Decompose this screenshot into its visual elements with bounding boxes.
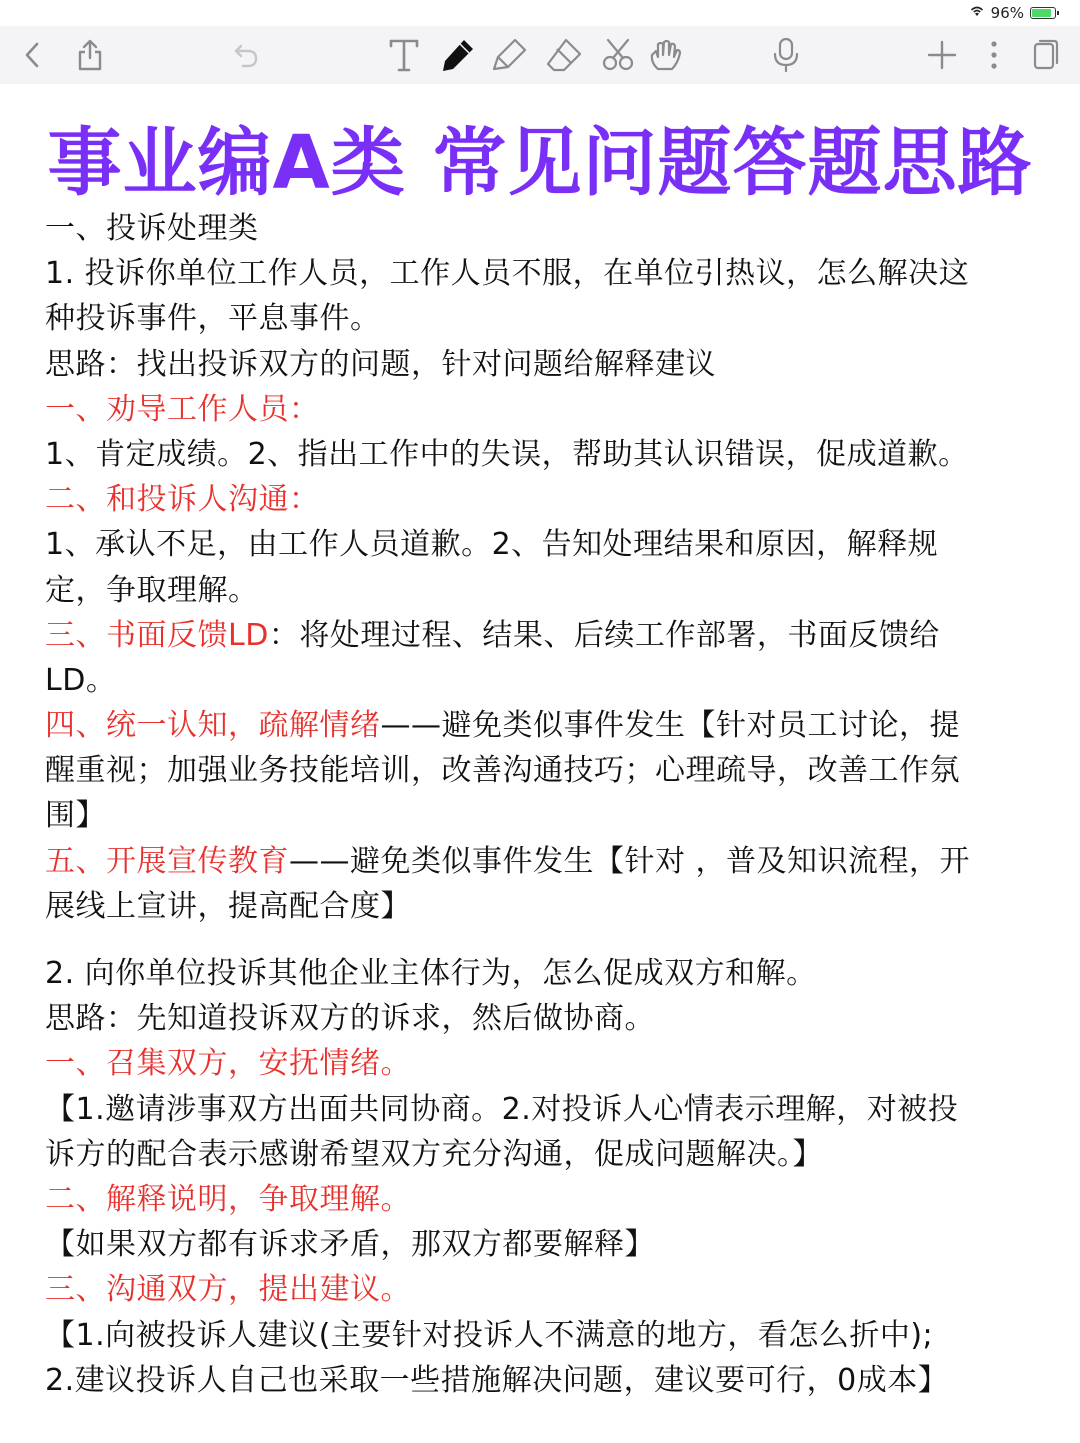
highlighter-icon[interactable] [490, 36, 530, 74]
text-line [45, 884, 1041, 929]
text-line [45, 432, 1041, 477]
line-text: 【如果双方都有诉求矛盾，那双方都要解释】 [45, 1227, 655, 1263]
text-line [45, 477, 1041, 522]
line-text: 【1.向被投诉人建议(主要针对投诉人不满意的地方，看怎么折中); [45, 1317, 934, 1353]
text-line [45, 206, 1041, 251]
hand-icon[interactable] [646, 36, 686, 74]
undo-icon[interactable] [226, 36, 266, 74]
text-line [45, 342, 1041, 387]
text-line [45, 613, 1041, 658]
line-text: LD。 [45, 662, 117, 698]
pages-icon[interactable] [1026, 36, 1066, 74]
highlighted-heading: 四、统一认知，疏解情绪 [45, 708, 381, 744]
text-line [45, 1358, 1041, 1403]
notes-toolbar [0, 26, 1080, 84]
text-line [45, 568, 1041, 613]
line-text: 展线上宣讲，提高配合度】 [45, 888, 411, 924]
text-line [45, 951, 1041, 996]
text-line [45, 1177, 1041, 1222]
text-line [45, 748, 1041, 793]
back-icon[interactable] [12, 36, 52, 74]
highlighted-heading: 五、开展宣传教育 [45, 843, 289, 879]
text-line [45, 996, 1041, 1041]
note-content [45, 206, 1041, 1403]
line-text: 1、肯定成绩。2、指出工作中的失误，帮助其认识错误，促成道歉。 [45, 436, 969, 472]
text-line [45, 1313, 1041, 1358]
text-line [45, 522, 1041, 567]
line-text: 1、承认不足，由工作人员道歉。2、告知处理结果和原因，解释规 [45, 527, 939, 563]
microphone-icon[interactable] [766, 36, 806, 74]
text-line [45, 658, 1041, 703]
line-text: 思路：先知道投诉双方的诉求，然后做协商。 [45, 1001, 655, 1037]
battery-percentage: 96% [990, 4, 1024, 22]
text-line [45, 1041, 1041, 1086]
line-text: 1. 投诉你单位工作人员，工作人员不服，在单位引热议，怎么解决这 [45, 256, 970, 292]
line-text: 种投诉事件，平息事件。 [45, 301, 381, 337]
battery-fill [1032, 9, 1051, 17]
text-line [45, 1087, 1041, 1132]
line-text: 定，争取理解。 [45, 572, 259, 608]
eraser-icon[interactable] [544, 36, 584, 74]
text-line [45, 1132, 1041, 1177]
line-text: 诉方的配合表示感谢希望双方充分沟通，促成问题解决。】 [45, 1136, 823, 1172]
more-icon[interactable] [974, 36, 1014, 74]
highlighted-heading: 一、劝导工作人员： [45, 391, 320, 427]
line-text: 2.建议投诉人自己也采取一些措施解决问题，建议要可行，0成本】 [45, 1362, 949, 1398]
paragraph-gap [45, 929, 1041, 951]
lasso-icon[interactable] [598, 36, 638, 74]
highlighted-heading: 二、解释说明，争取理解。 [45, 1181, 411, 1217]
line-text: 醒重视；加强业务技能培训，改善沟通技巧；心理疏导，改善工作氛 [45, 753, 960, 789]
line-text: 【1.邀请涉事双方出面共同协商。2.对投诉人心情表示理解，对被投 [45, 1091, 959, 1127]
text-line [45, 703, 1041, 748]
text-line [45, 1222, 1041, 1267]
text-line [45, 296, 1041, 341]
line-text: ——避免类似事件发生【针对员工讨论，提 [380, 708, 960, 744]
line-text: 围】 [45, 798, 106, 834]
battery-icon [1030, 7, 1056, 19]
status-indicators [969, 4, 1056, 22]
text-line [45, 387, 1041, 432]
text-line [45, 839, 1041, 884]
wifi-icon [969, 5, 985, 21]
text-tool-icon[interactable] [384, 36, 424, 74]
highlighted-heading: 三、沟通双方，提出建议。 [45, 1272, 411, 1308]
share-icon[interactable] [70, 36, 110, 74]
line-text: 思路：找出投诉双方的问题，针对问题给解释建议 [45, 346, 716, 382]
text-line [45, 1267, 1041, 1312]
line-text: 一、投诉处理类 [45, 211, 259, 246]
line-text: 2. 向你单位投诉其他企业主体行为，怎么促成双方和解。 [45, 956, 817, 991]
add-icon[interactable] [922, 36, 962, 74]
status-bar [0, 0, 1080, 26]
pen-icon[interactable] [438, 36, 478, 74]
highlighted-heading: 一、召集双方，安抚情绪。 [45, 1046, 411, 1082]
line-text: ：将处理过程、结果、后续工作部署，书面反馈给 [268, 617, 940, 653]
text-line [45, 793, 1041, 838]
highlighted-heading: 三、书面反馈LD [45, 617, 269, 653]
highlighted-heading: 二、和投诉人沟通： [45, 482, 320, 518]
page-title: 事业编A类 常见问题答题思路 [47, 120, 1033, 206]
line-text: ——避免类似事件发生【针对 ，普及知识流程，开 [289, 843, 971, 879]
text-line [45, 251, 1041, 296]
